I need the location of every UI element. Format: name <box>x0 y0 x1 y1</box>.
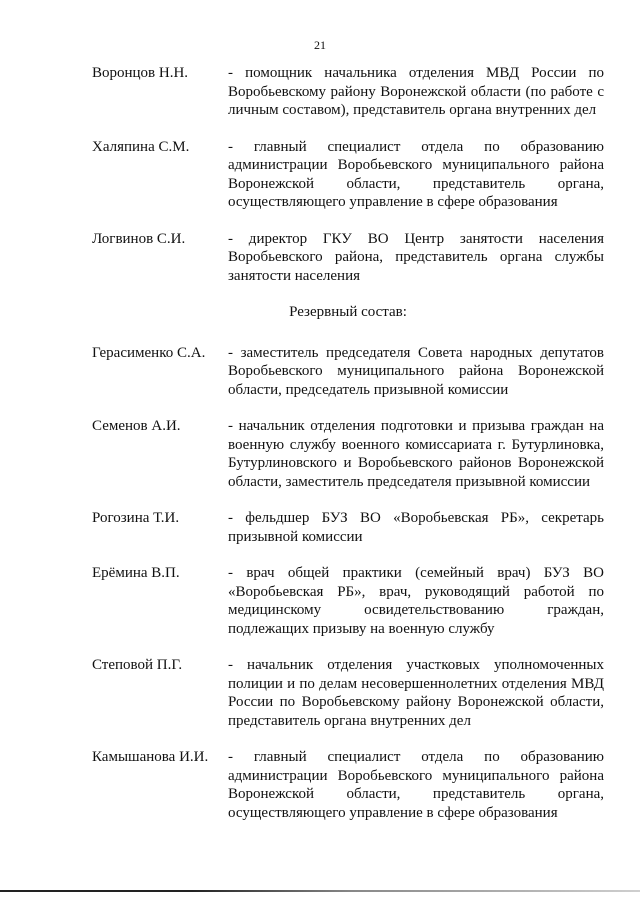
member-name: Халяпина С.М. <box>92 138 190 155</box>
commission-list <box>92 64 604 840</box>
list-item <box>92 748 604 822</box>
list-item <box>92 230 604 286</box>
member-description: - фельдшер БУЗ ВО «Воробьевская РБ», секретарь призывной комиссии <box>228 510 604 545</box>
list-item <box>92 138 604 212</box>
member-description: - заместитель председателя Совета народных депутатов Воробьевского муниципального района Воронежской области, председатель призывной комиссии <box>228 344 604 398</box>
member-description: - главный специалист отдела по образованию администрации Воробьевского муниципального района Воронежской области, представитель органа, осуществляющего управление в сфере образования <box>228 138 604 210</box>
member-name: Логвинов С.И. <box>92 230 186 247</box>
scan-edge-line <box>0 890 640 892</box>
member-name: Камышанова И.И. <box>92 749 209 765</box>
member-description: - начальник отделения подготовки и призыва граждан на военную службу военного комиссариата г. Бутурлиновка, Бутурлиновского и Воробьевского районов Воронежской области, заместитель председателя призывной комиссии <box>228 418 604 490</box>
list-item <box>92 344 604 400</box>
page-number: 21 <box>314 38 326 52</box>
member-description: - начальник отделения участковых уполномоченных полиции и по делам несовершеннолетних отделения МВД России по Воробьевскому району Воронежской области, представитель органа внутренних дел <box>228 657 604 729</box>
member-name: Рогозина Т.И. <box>92 510 180 526</box>
reserve-heading: Резервный состав: <box>289 304 407 320</box>
member-name: Семенов А.И. <box>92 418 181 434</box>
list-item <box>92 564 604 638</box>
member-name: Воронцов Н.Н. <box>92 65 189 81</box>
member-name: Степовой П.Г. <box>92 657 183 673</box>
member-description: - главный специалист отдела по образованию администрации Воробьевского муниципального района Воронежской области, представитель органа, осуществляющего управление в сфере образования <box>228 749 604 821</box>
list-item <box>92 509 604 546</box>
member-name: Ерёмина В.П. <box>92 565 180 581</box>
member-description: - помощник начальника отделения МВД России по Воробьевскому району Воронежской области (по работе с личным составом), представитель органа внутренних дел <box>228 65 604 118</box>
list-item <box>92 417 604 491</box>
member-description: - директор ГКУ ВО Центр занятости населения Воробьевского района, представитель органа службы занятости населения <box>228 230 604 284</box>
member-name: Герасименко С.А. <box>92 344 206 361</box>
list-item <box>92 656 604 730</box>
list-item <box>92 64 604 120</box>
member-description: - врач общей практики (семейный врач) БУЗ ВО «Воробьевская РБ», врач, руководящий работой по медицинскому освидетельствованию граждан, подлежащих призыву на военную службу <box>228 565 604 637</box>
